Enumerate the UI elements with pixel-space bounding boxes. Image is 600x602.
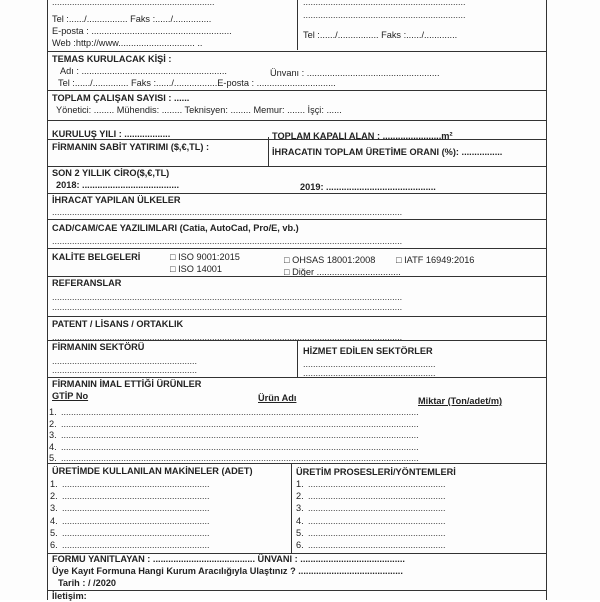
contact-tel-fax-email: Tel :....../.............. Faks :....../.................E-posta : ............................... [58, 78, 336, 88]
cad-title: CAD/CAM/CAE YAZILIMLARI (Catia, AutoCad, Pro/E, vb.) [52, 223, 299, 233]
patent-title: PATENT / LİSANS / ORTAKLIK [52, 319, 184, 329]
top-right-dots-2: ................................................................. [303, 10, 466, 20]
process-row-field[interactable]: ....................................................... [308, 503, 446, 514]
line-6 [47, 193, 547, 194]
machine-row-number: 5. [50, 527, 58, 538]
contact-title: TEMAS KURULACAK KİŞİ : [52, 54, 172, 64]
line-8 [47, 248, 547, 249]
line-2 [47, 90, 547, 91]
contact-name: Adı : ......................................................... [60, 66, 227, 76]
top-tel-fax: Tel :....../................ Faks :....../............... [52, 14, 212, 24]
contact-info: İletişim: [52, 591, 87, 601]
sector-divider [297, 340, 298, 377]
line-9 [47, 276, 547, 277]
export-countries-dots: ............................................................................................................................................ [52, 207, 403, 217]
machine-row-field[interactable]: ........................................................... [62, 479, 210, 489]
iso-9001-checkbox[interactable]: □ ISO 9001:2015 [170, 252, 240, 262]
product-row-number: 3. [49, 430, 57, 440]
top-right-dots-1: ................................................................. [303, 0, 466, 7]
machine-row-number: 3. [50, 503, 58, 514]
process-row-number: 5. [296, 527, 304, 538]
machine-row-field[interactable]: ........................................................... [62, 527, 210, 538]
references-dots-2: ............................................................................................................................................ [52, 302, 403, 312]
line-12 [47, 377, 547, 378]
sector-dots-1: .......................................................... [52, 356, 198, 366]
line-4 [47, 139, 547, 140]
products-title: FİRMANIN İMAL ETTİĞİ ÜRÜNLER [52, 379, 202, 389]
served-dots-1: ..................................................... [303, 359, 436, 369]
product-row-field[interactable]: ............................................................................................................................................... [61, 418, 419, 429]
product-row-number: 5. [49, 453, 57, 463]
top-divider [297, 0, 298, 50]
contact-title-field: Ünvanı : .................................................... [270, 68, 440, 78]
machine-row-field[interactable]: ........................................................... [62, 540, 210, 550]
top-right-tel-fax: Tel :....../................ Faks :....../............. [303, 30, 458, 40]
how-reached: Üye Kayıt Formuna Hangi Kurum Aracılığıyla Ulaştınız ? ......................................... [52, 566, 403, 576]
quality-title: KALİTE BELGELERİ [52, 252, 141, 262]
machine-row-number: 6. [50, 540, 58, 550]
form-date: Tarih : / /2020 [58, 578, 117, 588]
processes-title: ÜRETİM PROSESLERİ/YÖNTEMLERİ [296, 467, 456, 477]
top-web: Web :http://www.............................. .. [52, 38, 203, 48]
sector-dots-2: .......................................................... [52, 365, 198, 375]
turnover-2019: 2019: ........................................... [300, 182, 436, 192]
process-row-field[interactable]: ....................................................... [308, 479, 446, 489]
process-row-field[interactable]: ....................................................... [308, 491, 446, 502]
closed-area: TOPLAM KAPALI ALAN : .......................m² [272, 131, 453, 141]
process-row-number: 2. [296, 491, 304, 502]
iso-14001-checkbox[interactable]: □ ISO 14001 [170, 264, 223, 274]
served-dots-2: ..................................................... [303, 368, 436, 378]
product-row-field[interactable]: ............................................................................................................................................... [61, 441, 419, 452]
product-row-field[interactable]: ............................................................................................................................................... [61, 430, 419, 440]
line-10 [47, 316, 547, 317]
line-13 [47, 463, 547, 464]
process-row-number: 4. [296, 515, 304, 526]
product-row-field[interactable]: ............................................................................................................................................... [61, 453, 419, 463]
export-rate: İHRACATIN TOPLAM ÜRETİME ORANI (%): ................ [272, 147, 503, 157]
turnover-title: SON 2 YILLIK CİRO($,€,TL) [52, 168, 170, 178]
fixed-investment: FİRMANIN SABİT YATIRIMI ($,€,TL) : [52, 142, 210, 152]
col-product-name: Ürün Adı [258, 393, 297, 403]
product-row-number: 1. [49, 407, 57, 417]
machine-row-field[interactable]: ........................................................... [62, 503, 210, 514]
iatf-checkbox[interactable]: □ IATF 16949:2016 [396, 255, 475, 265]
top-email: E-posta : ....................................................... [52, 26, 232, 36]
founding-year: KURULUŞ YILI : .................. [52, 129, 171, 139]
machines-divider [291, 463, 292, 553]
references-title: REFERANSLAR [52, 278, 122, 288]
process-row-field[interactable]: ....................................................... [308, 540, 446, 550]
other-checkbox[interactable]: □ Diğer ................................. [284, 267, 401, 277]
form-filler: FORMU YANITLAYAN : ........................................ ÜNVANI : ......................................... [52, 554, 405, 564]
process-row-number: 3. [296, 503, 304, 514]
sector-title: FİRMANIN SEKTÖRÜ [52, 342, 145, 352]
machines-title: ÜRETİMDE KULLANILAN MAKİNELER (ADET) [52, 466, 253, 476]
staff-breakdown: Yönetici: ........ Mühendis: ........ Teknisyen: ........ Memur: ....... İşçi: ...... [56, 105, 342, 115]
top-left-dots: ................................................................. [52, 0, 215, 7]
machine-row-number: 4. [50, 515, 58, 526]
line-5 [47, 166, 547, 167]
process-row-field[interactable]: ....................................................... [308, 527, 446, 538]
line-15 [47, 590, 547, 591]
col-gtip: GTİP No [52, 391, 89, 401]
process-row-number: 1. [296, 479, 304, 489]
references-dots-1: ............................................................................................................................................ [52, 292, 403, 302]
served-sectors-title: HİZMET EDİLEN SEKTÖRLER [303, 346, 433, 356]
product-row-field[interactable]: ............................................................................................................................................... [61, 407, 419, 417]
machine-row-number: 1. [50, 479, 58, 489]
machine-row-number: 2. [50, 491, 58, 502]
staff-title: TOPLAM ÇALIŞAN SAYISI : ...... [52, 93, 190, 103]
patent-dots: ............................................................................................................................................ [52, 332, 403, 342]
machine-row-field[interactable]: ........................................................... [62, 515, 210, 526]
product-row-number: 4. [49, 441, 57, 452]
turnover-2018: 2018: ...................................... [56, 180, 180, 190]
investment-divider [268, 137, 269, 166]
line-1 [47, 51, 547, 52]
export-countries-title: İHRACAT YAPILAN ÜLKELER [52, 195, 181, 205]
process-row-number: 6. [296, 540, 304, 550]
col-quantity: Miktar (Ton/adet/m) [418, 396, 503, 406]
ohsas-checkbox[interactable]: □ OHSAS 18001:2008 [284, 255, 376, 265]
cad-dots: ............................................................................................................................................ [52, 236, 403, 246]
line-7 [47, 219, 547, 220]
product-row-number: 2. [49, 418, 57, 429]
line-3 [47, 120, 547, 121]
machine-row-field[interactable]: ........................................................... [62, 491, 210, 502]
process-row-field[interactable]: ....................................................... [308, 515, 446, 526]
